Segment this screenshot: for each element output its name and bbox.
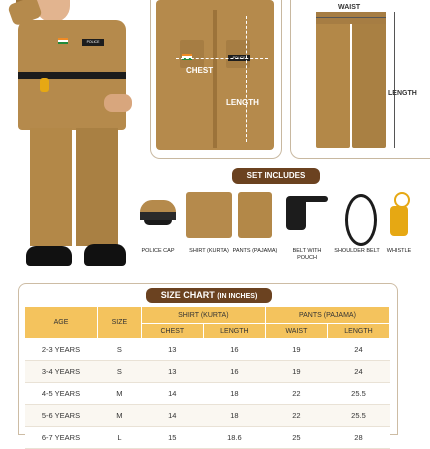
size-chart-heading [146,288,272,303]
pant-leg-right [76,128,118,246]
cell-size: S [98,361,142,383]
flag-patch-icon [182,54,192,60]
pants-leg-right [352,12,386,148]
set-includes-heading: SET INCLUDES [232,168,320,184]
cell-pants-length: 24 [327,361,389,383]
item-label-whistle: WHISTLE [386,248,412,254]
length-measure-line [246,16,247,142]
cell-chest: 14 [141,383,203,405]
header-shirt-group: SHIRT (KURTA) [141,307,265,324]
cell-pants-length: 24 [327,339,389,361]
shirt-icon [186,192,232,238]
cell-waist: 25 [265,427,327,449]
size-chart-table [24,306,390,449]
cell-shirt-length: 18 [203,405,265,427]
pants-icon [238,192,272,238]
header-waist: WAIST [265,324,327,339]
cell-size: L [98,427,142,449]
shoe-left [26,246,72,266]
shirt-badge-text: POLICE [232,56,246,60]
table-row [25,339,390,361]
pants-leg-left [316,12,350,148]
shirt-placket [213,10,217,148]
police-cap-band [140,212,176,220]
header-age: AGE [25,307,98,339]
shoulder-belt-icon [345,194,377,246]
cell-size: M [98,383,142,405]
cell-pants-length: 28 [327,427,389,449]
shirt-length-label: LENGTH [226,98,259,107]
cell-age: 3-4 YEARS [25,361,98,383]
cell-pants-length: 25.5 [327,405,389,427]
cell-chest: 13 [141,361,203,383]
name-badge [82,39,104,46]
cell-shirt-length: 18.6 [203,427,265,449]
child-hand [104,94,132,112]
header-pants-group: PANTS (PAJAMA) [265,307,389,324]
chest-label: CHEST [186,66,214,75]
cell-age: 2-3 YEARS [25,339,98,361]
item-label-shirt: SHIRT (KURTA) [189,248,229,254]
shoe-right [84,244,126,266]
size-chart-unit: (IN INCHES) [217,293,258,300]
table-row [25,361,390,383]
cell-chest: 13 [141,339,203,361]
cell-size: M [98,405,142,427]
waist-label: WAIST [338,4,361,11]
header-shirt-length: LENGTH [203,324,265,339]
waist-measure-line [316,17,386,18]
cell-waist: 19 [265,339,327,361]
belt-pouch-icon [286,196,306,230]
police-cap-brim [144,220,172,225]
chest-measure-line [176,58,268,59]
cell-shirt-length: 16 [203,339,265,361]
header-pants-length: LENGTH [327,324,389,339]
item-label-cap: POLICE CAP [141,248,175,254]
whistle-icon [40,78,49,92]
header-size: SIZE [98,307,142,339]
pants-length-label: LENGTH [388,90,417,97]
cell-chest: 15 [141,427,203,449]
flag-patch-icon [58,38,68,44]
size-chart-title: SIZE CHART [160,290,215,300]
table-row [25,405,390,427]
cell-waist: 19 [265,361,327,383]
cell-waist: 22 [265,405,327,427]
item-label-belt: BELT WITH POUCH [292,248,322,261]
cell-age: 6-7 YEARS [25,427,98,449]
cell-shirt-length: 16 [203,361,265,383]
header-chest: CHEST [141,324,203,339]
table-row [25,383,390,405]
cell-pants-length: 25.5 [327,383,389,405]
item-label-pants: PANTS (PAJAMA) [232,248,278,254]
cell-size: S [98,339,142,361]
waist-belt [18,72,126,79]
pants-length-measure-line [394,12,395,148]
cell-waist: 22 [265,383,327,405]
pant-leg-left [30,128,72,246]
name-badge-text: POLICE [86,40,100,44]
child-model-photo [0,0,150,280]
cell-age: 5-6 YEARS [25,405,98,427]
whistle-icon [390,206,408,236]
cell-age: 4-5 YEARS [25,383,98,405]
cell-shirt-length: 18 [203,383,265,405]
pants-waistband [316,12,386,24]
cell-chest: 14 [141,405,203,427]
item-label-shoulder-belt: SHOULDER BELT [334,248,380,254]
